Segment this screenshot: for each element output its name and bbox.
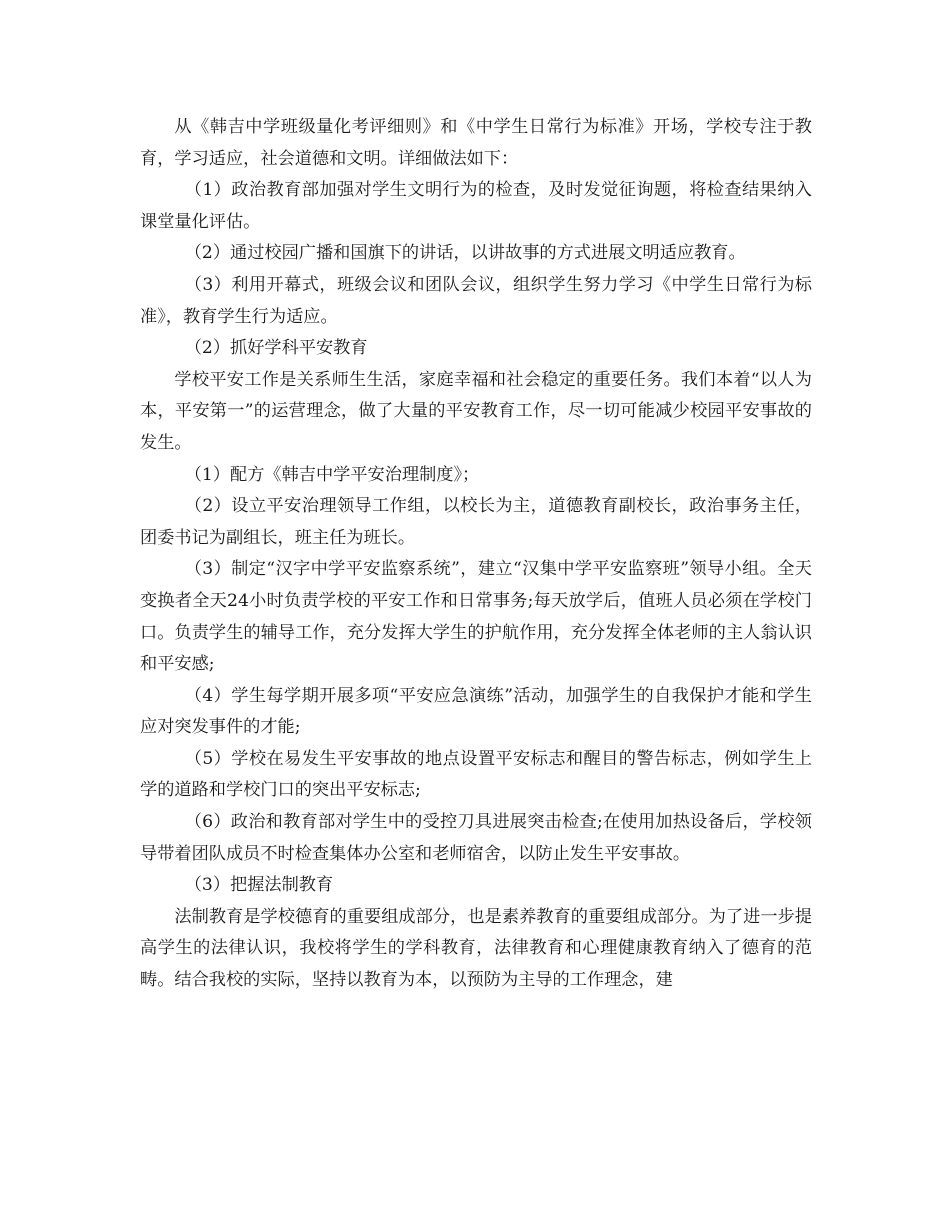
paragraph-item-1: （1）政治教育部加强对学生文明行为的检查，及时发觉征询题，将检查结果纳入课堂量化评估。 xyxy=(140,180,812,232)
paragraph-safety-item-1: （1）配方《韩吉中学平安治理制度》； xyxy=(184,464,480,485)
paragraph-safety-item-4: （4）学生每学期开展多项“平安应急演练”活动，加强学生的自我保护才能和学生应对突发事件的才能; xyxy=(140,685,812,738)
section-heading-safety: （2）抓好学科平安教育 xyxy=(184,338,368,359)
paragraph-intro: 从《韩吉中学班级量化考评细则》和《中学生日常行为标准》开场，学校专注于教育，学习适应，社会道德和文明。详细做法如下： xyxy=(140,117,812,169)
paragraph-safety-item-3: （3）制定“汉字中学平安监察系统”，建立“汉集中学平安监察班”领导小组。全天变换者全天24小时负责学校的平安工作和日常事务;每天放学后，值班人员必须在学校门口。负责学生的辅导工作，充分发挥大学生的护航作用，充分发挥全体老师的主人翁认识和平安感; xyxy=(140,559,812,675)
paragraph-item-2: （2）通过校园广播和国旗下的讲话，以讲故事的方式进展文明适应教育。 xyxy=(184,243,746,264)
paragraph-legal-intro: 法制教育是学校德育的重要组成部分，也是素养教育的重要组成部分。为了进一步提高学生的法律认识，我校将学生的学科教育，法律教育和心理健康教育纳入了德育的范畴。结合我校的实际，坚持以教育为本，以预防为主导的工作理念，建 xyxy=(140,906,812,991)
paragraph-item-3: （3）利用开幕式，班级会议和团队会议，组织学生努力学习《中学生日常行为标准》，教育学生行为适应。 xyxy=(140,274,812,327)
section-heading-legal: （3）把握法制教育 xyxy=(184,875,334,896)
paragraph-safety-intro: 学校平安工作是关系师生生活，家庭幸福和社会稳定的重要任务。我们本着“以人为本，平安第一”的运营理念，做了大量的平安教育工作，尽一切可能减少校园平安事故的发生。 xyxy=(140,369,812,453)
document-body xyxy=(140,112,812,997)
paragraph-safety-item-5: （5）学校在易发生平安事故的地点设置平安标志和醒目的警告标志，例如学生上学的道路和学校门口的突出平安标志; xyxy=(140,748,812,801)
paragraph-safety-item-6: （6）政治和教育部对学生中的受控刀具进展突击检查;在使用加热设备后，学校领导带着团队成员不时检查集体办公室和老师宿舍，以防止发生平安事故。 xyxy=(140,812,812,864)
paragraph-safety-item-2: （2）设立平安治理领导工作组，以校长为主，道德教育副校长，政治事务主任，团委书记为副组长，班主任为班长。 xyxy=(140,496,812,548)
